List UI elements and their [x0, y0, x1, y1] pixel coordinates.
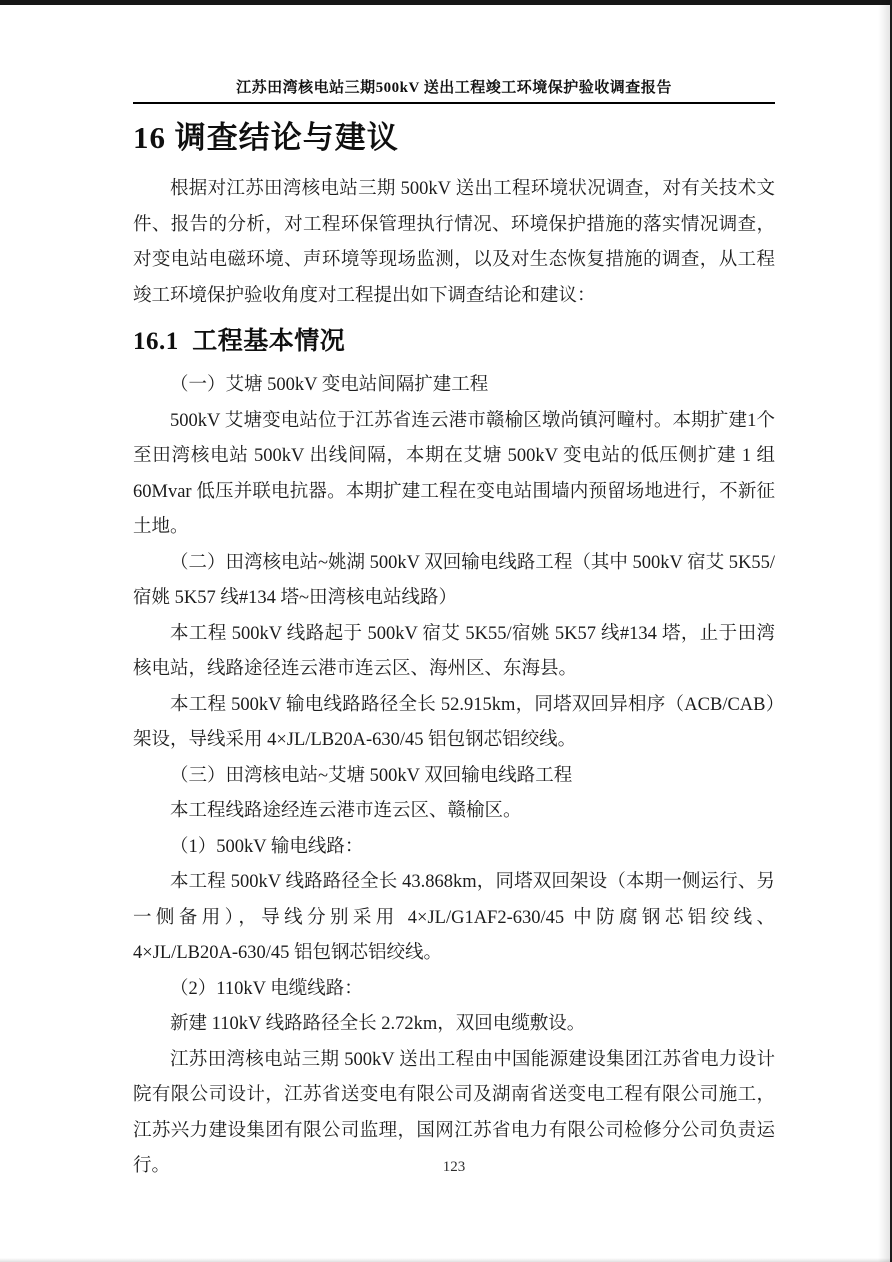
scan-edge-top — [0, 0, 892, 5]
paragraph: 江苏田湾核电站三期 500kV 送出工程由中国能源建设集团江苏省电力设计院有限公司设计，江苏省送变电有限公司及湖南省送变电工程有限公司施工，江苏兴力建设集团有限公司监理，国网江苏省电力有限公司检修分公司负责运行。 — [133, 1049, 775, 1176]
paragraph: 本工程 500kV 输电线路路径全长 52.915km，同塔双回异相序（ACB/CAB）架设，导线采用 4×JL/LB20A-630/45 铝包钢芯铝绞线。 — [133, 694, 775, 750]
page-content — [133, 76, 775, 1185]
paragraph: （三）田湾核电站~艾塘 500kV 双回输电线路工程 — [170, 765, 573, 786]
paragraph: 新建 110kV 线路路径全长 2.72km，双回电缆敷设。 — [170, 1014, 586, 1034]
paragraph: 本工程线路途经连云港市连云区、赣榆区。 — [170, 801, 522, 821]
scan-edge-bottom — [0, 1258, 892, 1262]
paragraph: （2）110kV 电缆线路： — [170, 978, 363, 999]
paragraph: （一）艾塘 500kV 变电站间隔扩建工程 — [170, 375, 489, 395]
header-rule — [133, 102, 775, 104]
chapter-title: 16 调查结论与建议 — [133, 120, 399, 155]
paragraph: 本工程 500kV 线路路径全长 43.868km，同塔双回架设（本期一侧运行、另一侧备用），导线分别采用 4×JL/G1AF2-630/45 中防腐钢芯铝绞线、4×JL/LB20A-630/45 铝包钢芯铝绞线。 — [133, 872, 775, 963]
paragraph: （二）田湾核电站~姚湖 500kV 双回输电线路工程（其中 500kV 宿艾 5K55/宿姚 5K57 线#134 塔~田湾核电站线路） — [133, 552, 775, 608]
paragraph: 本工程 500kV 线路起于 500kV 宿艾 5K55/宿姚 5K57 线#134 塔，止于田湾核电站，线路途径连云港市连云区、海州区、东海县。 — [133, 623, 775, 679]
paragraph: （1）500kV 输电线路： — [170, 836, 364, 857]
page-number: 123 — [442, 1159, 466, 1175]
running-header: 江苏田湾核电站三期500kV 送出工程竣工环境保护验收调查报告 — [236, 80, 672, 96]
scan-edge-right-shade — [878, 0, 890, 1262]
paragraph: 500kV 艾塘变电站位于江苏省连云港市赣榆区墩尚镇河疃村。本期扩建1个至田湾核电站 500kV 出线间隔，本期在艾塘 500kV 变电站的低压侧扩建 1 组 60Mvar 低压并联电抗器。本期扩建工程在变电站围墙内预留场地进行，不新征土地。 — [133, 410, 775, 537]
paragraph: 根据对江苏田湾核电站三期 500kV 送出工程环境状况调查，对有关技术文件、报告的分析，对工程环保管理执行情况、环境保护措施的落实情况调查，对变电站电磁环境、声环境等现场监测，以及对生态恢复措施的调查，从工程竣工环境保护验收角度对工程提出如下调查结论和建议： — [133, 179, 775, 306]
section-title-16-1: 16.1 工程基本情况 — [133, 328, 346, 355]
